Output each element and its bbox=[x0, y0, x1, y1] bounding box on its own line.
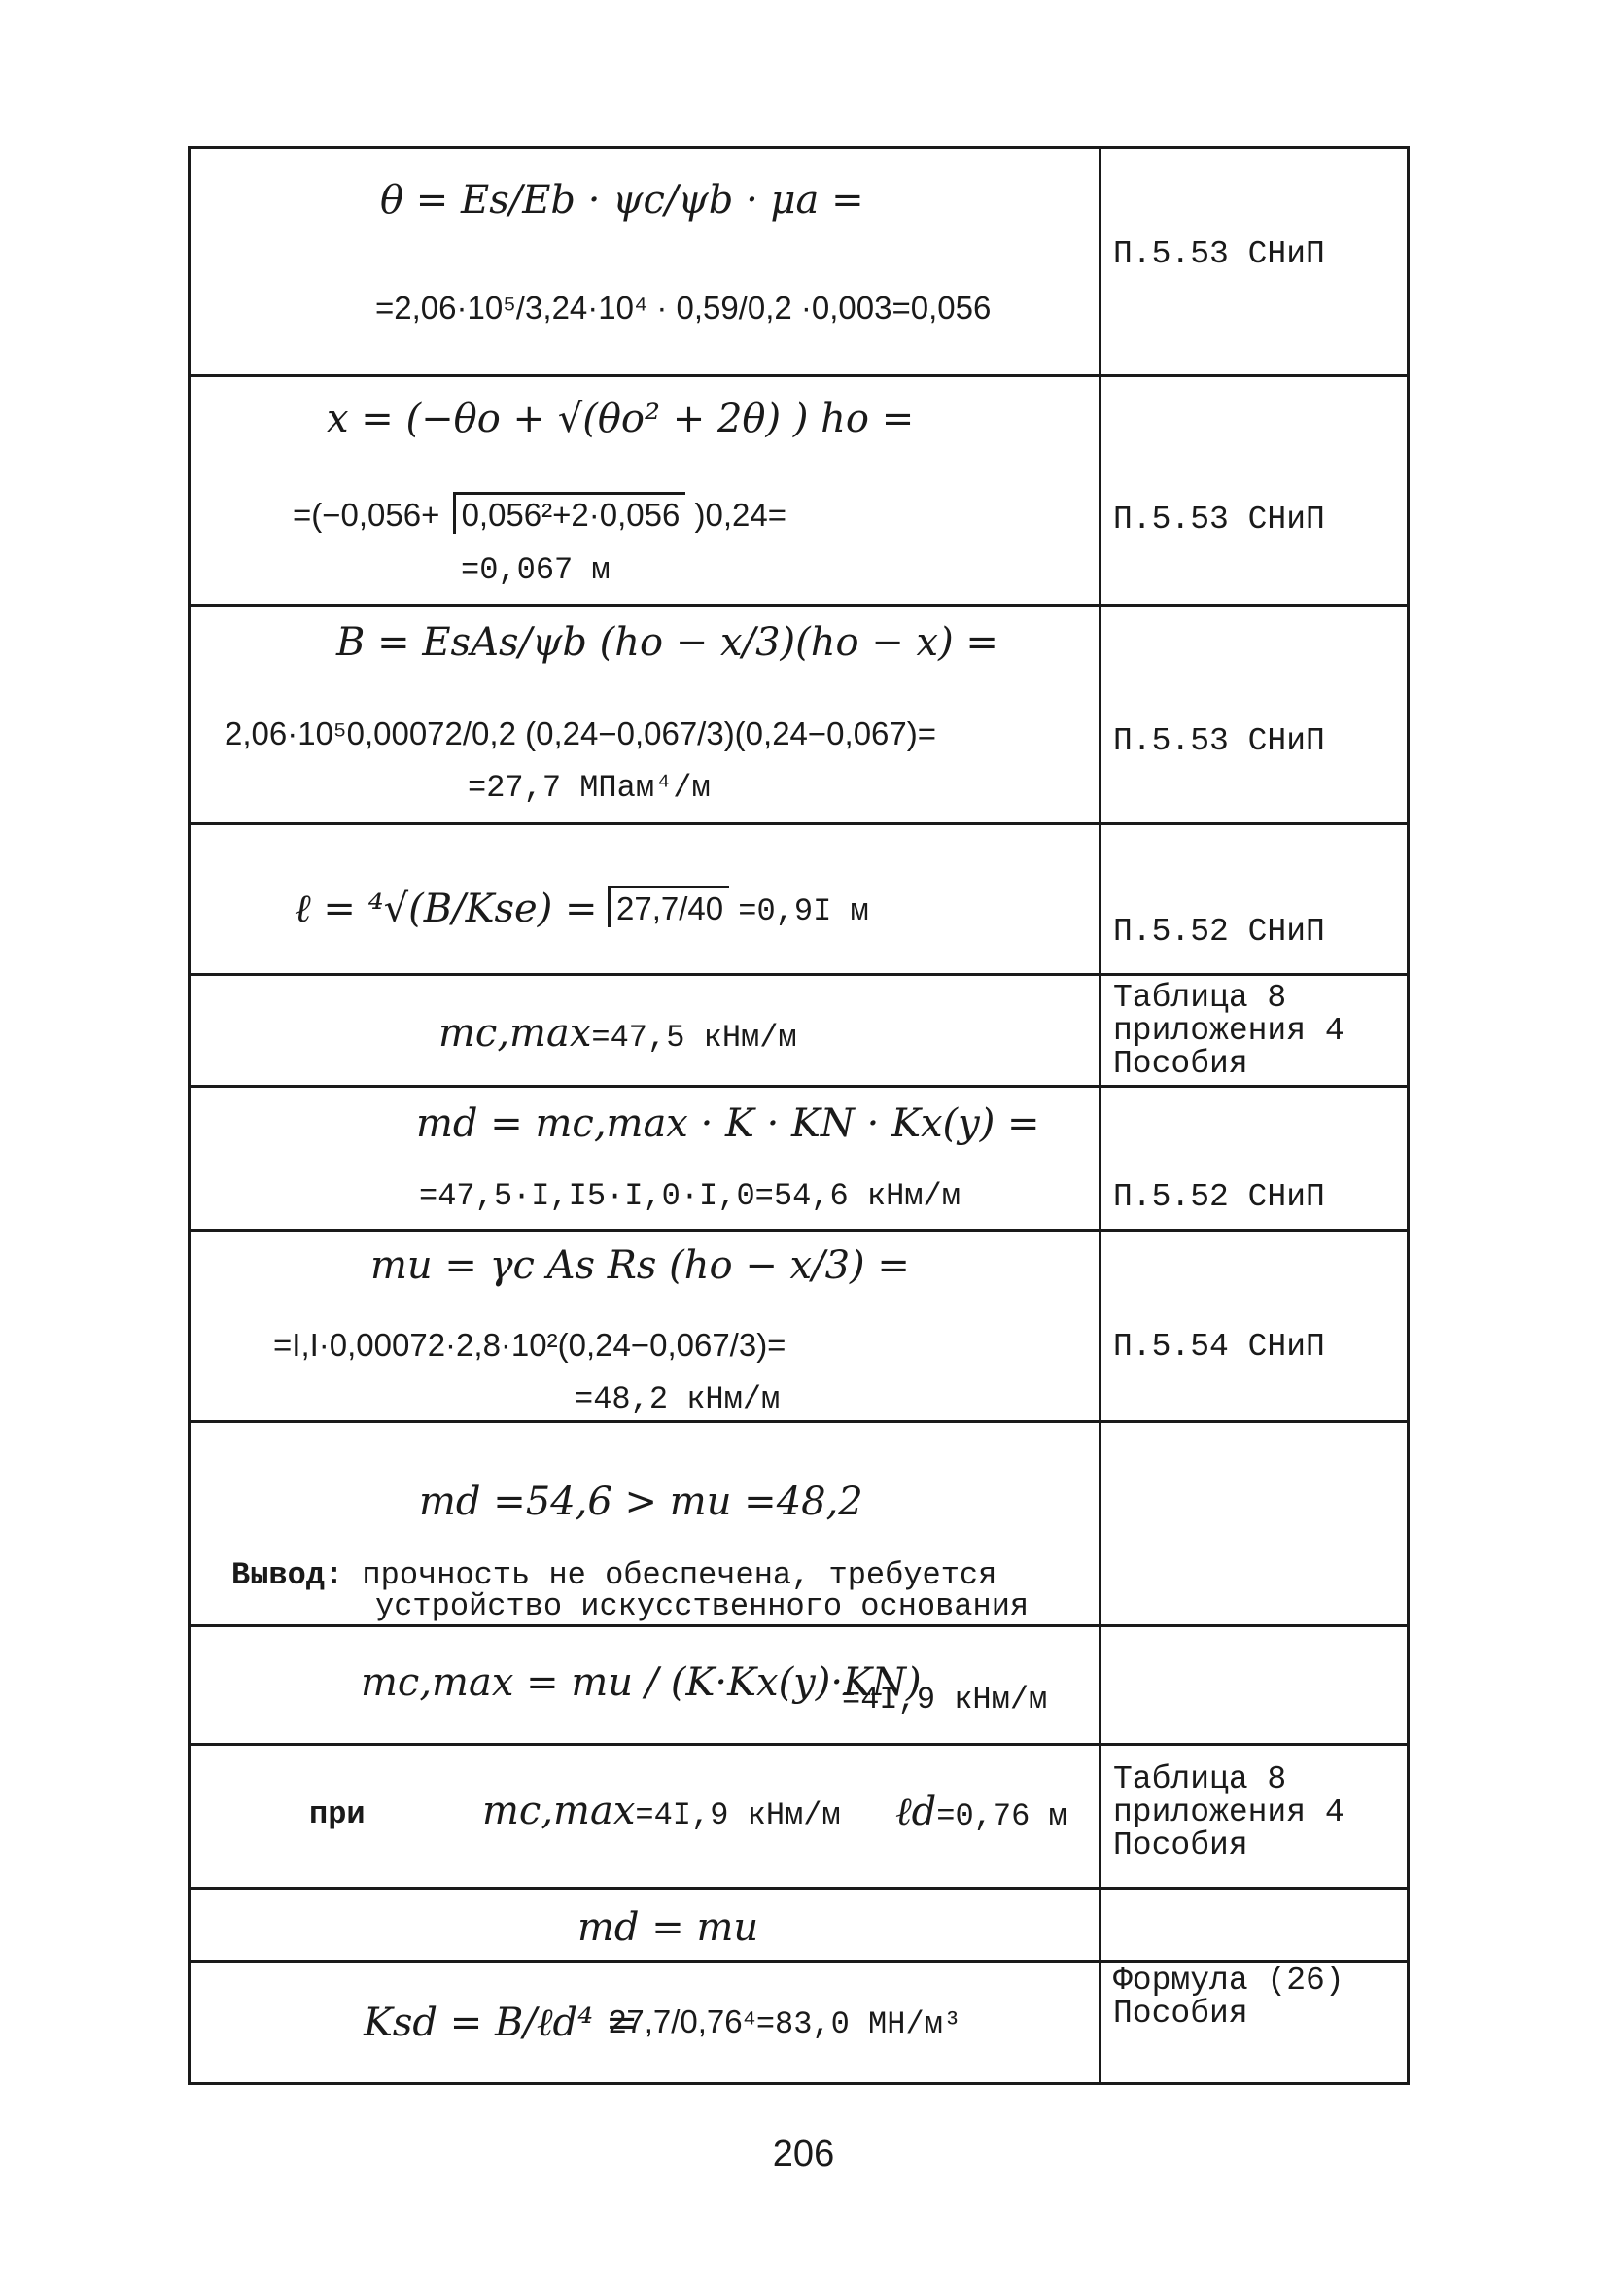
table-row bbox=[191, 149, 1407, 374]
radical-sign bbox=[608, 886, 729, 927]
formula-ksd-symbolic: Ksd = B/ℓd⁴ = bbox=[364, 2000, 639, 2045]
reference-text: П.5.52 СНиП bbox=[1113, 914, 1325, 950]
table-row bbox=[191, 1887, 1407, 1960]
formula-cell bbox=[191, 1627, 1101, 1743]
reference-line: приложения 4 bbox=[1113, 1013, 1345, 1049]
formula-md-symbolic: md = mc,max · K · KN · Kx(y) = bbox=[416, 1101, 1040, 1146]
table-row bbox=[191, 822, 1407, 973]
reference-line: приложения 4 bbox=[1113, 1794, 1345, 1830]
table-row bbox=[191, 1420, 1407, 1624]
reference-cell bbox=[1101, 976, 1407, 1085]
reference-cell bbox=[1101, 825, 1407, 973]
formula-theta-symbolic: θ = Es/Eb · ψc/ψb · μa = bbox=[380, 178, 864, 223]
table-row bbox=[191, 374, 1407, 604]
reference-text bbox=[1113, 982, 1345, 1081]
reference-cell bbox=[1101, 1232, 1407, 1420]
reference-cell bbox=[1101, 1746, 1407, 1887]
radicand: 0,056²+2·0,056 bbox=[461, 497, 681, 533]
formula-x-numeric-end: )0,24= bbox=[694, 497, 786, 533]
formula-ksd-result: =83,0 МН/м³ bbox=[755, 2006, 962, 2042]
table-row bbox=[191, 1960, 1407, 2082]
formula-ld-value: =0,76 м bbox=[936, 1798, 1067, 1834]
formula-mu-result: =48,2 кНм/м bbox=[575, 1381, 781, 1417]
formula-cell bbox=[191, 825, 1101, 973]
formula-cell bbox=[191, 377, 1101, 604]
reference-line: Таблица 8 bbox=[1113, 980, 1287, 1016]
table-row bbox=[191, 1743, 1407, 1887]
reference-text bbox=[1113, 1763, 1345, 1862]
reference-cell bbox=[1101, 1963, 1407, 2082]
formula-x-numeric-start: =(−0,056+ bbox=[293, 497, 440, 533]
formula-ld-symbol: ℓd bbox=[895, 1790, 937, 1834]
table-row bbox=[191, 973, 1407, 1085]
formula-ksd-fraction: 27,7/0,76⁴ bbox=[609, 2003, 756, 2039]
formula-cell bbox=[191, 1963, 1101, 2082]
conclusion-label: Вывод: bbox=[231, 1557, 344, 1593]
reference-line: Таблица 8 bbox=[1113, 1761, 1287, 1797]
reference-line: Пособия bbox=[1113, 1827, 1248, 1863]
conclusion-text-1: прочность не обеспечена, требуется bbox=[362, 1557, 997, 1593]
formula-md-numeric: =47,5·I,I5·I,0·I,0=54,6 кНм/м bbox=[419, 1178, 961, 1214]
formula-b-result: =27,7 МПам⁴/м bbox=[468, 770, 711, 806]
conclusion-text-2: устройство искусственного основания bbox=[375, 1588, 1030, 1624]
formula-b-numeric: 2,06·10⁵0,00072/0,2 (0,24−0,067/3)(0,24−0,067)= bbox=[225, 715, 937, 751]
formula-mcmax bbox=[438, 1011, 797, 1056]
reference-text: П.5.53 СНиП bbox=[1113, 502, 1325, 538]
radicand: 27,7/40 bbox=[616, 890, 724, 926]
reference-text bbox=[1113, 1965, 1345, 2031]
formula-pri-ld bbox=[895, 1789, 1067, 1834]
reference-cell bbox=[1101, 1890, 1407, 1960]
reference-cell bbox=[1101, 1088, 1407, 1229]
formula-mcmax-value: =47,5 кНм/м bbox=[591, 1020, 797, 1056]
label-pri: при bbox=[309, 1796, 366, 1832]
formula-pri-mcmax bbox=[482, 1789, 841, 1833]
formula-l-numeric bbox=[604, 886, 869, 929]
reference-cell bbox=[1101, 377, 1407, 604]
formula-x-numeric bbox=[293, 492, 786, 534]
formula-cell bbox=[191, 1088, 1101, 1229]
reference-cell bbox=[1101, 1627, 1407, 1743]
formula-mu-numeric: =I,I·0,00072·2,8·10²(0,24−0,067/3)= bbox=[273, 1327, 786, 1363]
formula-mcmax-symbol: mc,max bbox=[438, 1011, 592, 1056]
reference-line: Формула (26) bbox=[1113, 1963, 1345, 1999]
formula-b-symbolic: B = EsAs/ψb (ho − x/3)(ho − x) = bbox=[336, 620, 998, 665]
reference-text: П.5.53 СНиП bbox=[1113, 236, 1325, 272]
reference-cell bbox=[1101, 607, 1407, 822]
formula-cell bbox=[191, 1746, 1101, 1887]
formula-comparison: md =54,6 > mu =48,2 bbox=[419, 1479, 863, 1524]
table-row bbox=[191, 1624, 1407, 1743]
formula-cell bbox=[191, 607, 1101, 822]
reference-text: П.5.54 СНиП bbox=[1113, 1329, 1325, 1365]
formula-pri-symbol: mc,max bbox=[482, 1789, 636, 1833]
table-row bbox=[191, 604, 1407, 822]
reference-text: П.5.53 СНиП bbox=[1113, 723, 1325, 759]
calculation-table bbox=[188, 146, 1410, 2085]
reference-line: Пособия bbox=[1113, 1996, 1248, 2032]
formula-cell bbox=[191, 1232, 1101, 1420]
formula-l-result: =0,9I м bbox=[738, 893, 869, 929]
formula-x-result: =0,067 м bbox=[461, 552, 611, 588]
formula-l-symbolic: ℓ = ⁴√(B/Kse) = bbox=[295, 887, 598, 931]
formula-mcmax-inverse: mc,max = mu / (K·Kx(y)·KN) bbox=[361, 1660, 922, 1705]
reference-line: Пособия bbox=[1113, 1046, 1248, 1082]
table-row bbox=[191, 1085, 1407, 1229]
formula-pri-value: =4I,9 кНм/м bbox=[635, 1797, 841, 1833]
formula-cell bbox=[191, 976, 1101, 1085]
table-row bbox=[191, 1229, 1407, 1420]
page-number: 206 bbox=[772, 2134, 835, 2174]
formula-theta-numeric: =2,06·10⁵/3,24·10⁴ · 0,59/0,2 ·0,003=0,056 bbox=[375, 290, 992, 326]
formula-cell bbox=[191, 1890, 1101, 1960]
reference-cell bbox=[1101, 1423, 1407, 1624]
formula-mcmax-inverse-result: =4I,9 кНм/м bbox=[842, 1682, 1048, 1718]
radical-sign bbox=[453, 492, 686, 534]
formula-equality: md = mu bbox=[577, 1905, 759, 1950]
formula-cell bbox=[191, 1423, 1101, 1624]
reference-text: П.5.52 СНиП bbox=[1113, 1179, 1325, 1215]
formula-mu-symbolic: mu = γc As Rs (ho − x/3) = bbox=[370, 1243, 910, 1288]
formula-x-symbolic: x = (−θo + √(θo² + 2θ) ) ho = bbox=[327, 397, 915, 441]
reference-cell bbox=[1101, 149, 1407, 374]
formula-cell bbox=[191, 149, 1101, 374]
formula-ksd-numeric bbox=[609, 2003, 961, 2042]
